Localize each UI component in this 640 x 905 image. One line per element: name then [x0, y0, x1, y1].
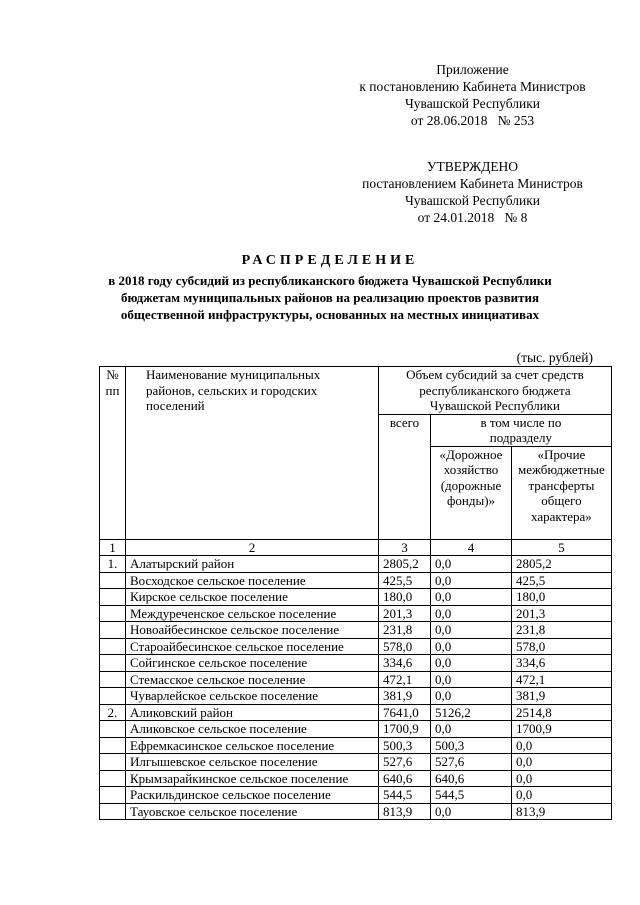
- column-numbers-row: [100, 539, 612, 556]
- table-row: [100, 737, 612, 754]
- row-other: 2514,8: [512, 704, 612, 721]
- row-other: 0,0: [512, 754, 612, 771]
- table-row: [100, 770, 612, 787]
- header-other: «Прочие межбюджетные трансферты общего характера»: [512, 446, 612, 539]
- row-name: Аликовский район: [126, 704, 379, 721]
- appendix-line: Чувашской Республики: [404, 96, 541, 111]
- row-name: Аликовское сельское поселение: [126, 721, 379, 738]
- table-row: [100, 655, 612, 672]
- units-label: (тыс. рублей): [516, 350, 593, 365]
- row-road: 0,0: [431, 556, 512, 573]
- header-total: всего: [379, 414, 431, 539]
- row-road: 0,0: [431, 572, 512, 589]
- table-row: [100, 803, 612, 820]
- row-name: Сойгинское сельское поселение: [126, 655, 379, 672]
- row-total: 180,0: [379, 589, 431, 606]
- row-total: 500,3: [379, 737, 431, 754]
- row-name: Алатырский район: [126, 556, 379, 573]
- row-other: 578,0: [512, 638, 612, 655]
- row-other: 231,8: [512, 622, 612, 639]
- subsidy-table: [99, 366, 612, 820]
- row-road: 500,3: [431, 737, 512, 754]
- row-road: 544,5: [431, 787, 512, 804]
- row-number: 1.: [100, 556, 126, 573]
- row-other: 1700,9: [512, 721, 612, 738]
- header-name: Наименование муниципальных районов, сельских и городских поселений: [126, 367, 379, 540]
- table-row: [100, 556, 612, 573]
- row-number: [100, 721, 126, 738]
- row-road: 0,0: [431, 688, 512, 705]
- row-other: 472,1: [512, 671, 612, 688]
- subtitle-line: бюджетам муниципальных районов на реализацию проектов развития: [120, 290, 540, 305]
- row-total: 381,9: [379, 688, 431, 705]
- document-title: РАСПРЕДЕЛЕНИЕ: [241, 253, 419, 268]
- row-name: Чуварлейское сельское поселение: [126, 688, 379, 705]
- row-total: 640,6: [379, 770, 431, 787]
- row-name: Ефремкасинское сельское поселение: [126, 737, 379, 754]
- header-including: в том числе по подразделу: [431, 414, 612, 446]
- table-row: [100, 721, 612, 738]
- approved-block: [340, 158, 605, 226]
- subtitle-line: в 2018 году субсидий из республиканского бюджета Чувашской Республики: [108, 273, 552, 288]
- row-total: 813,9: [379, 803, 431, 820]
- row-road: 0,0: [431, 622, 512, 639]
- row-road: 0,0: [431, 605, 512, 622]
- row-name: Тауовское сельское поселение: [126, 803, 379, 820]
- approved-date: от 24.01.2018 № 8: [417, 210, 528, 225]
- colnum: 5: [512, 539, 612, 556]
- row-road: 0,0: [431, 721, 512, 738]
- table-row: [100, 754, 612, 771]
- row-total: 231,8: [379, 622, 431, 639]
- row-other: 201,3: [512, 605, 612, 622]
- row-total: 472,1: [379, 671, 431, 688]
- row-number: [100, 671, 126, 688]
- table-row: [100, 638, 612, 655]
- row-name: Крымзарайкинское сельское поселение: [126, 770, 379, 787]
- row-total: 544,5: [379, 787, 431, 804]
- row-road: 0,0: [431, 803, 512, 820]
- row-name: Новоайбесинское сельское поселение: [126, 622, 379, 639]
- row-other: 0,0: [512, 737, 612, 754]
- row-other: 2805,2: [512, 556, 612, 573]
- row-number: [100, 737, 126, 754]
- row-total: 425,5: [379, 572, 431, 589]
- row-total: 201,3: [379, 605, 431, 622]
- colnum: 2: [126, 539, 379, 556]
- row-number: [100, 638, 126, 655]
- row-road: 640,6: [431, 770, 512, 787]
- colnum: 1: [100, 539, 126, 556]
- row-other: 334,6: [512, 655, 612, 672]
- header-num: № пп: [100, 367, 126, 540]
- row-other: 381,9: [512, 688, 612, 705]
- row-number: [100, 589, 126, 606]
- table-row: [100, 589, 612, 606]
- document-subtitle: [60, 272, 600, 323]
- table-row: [100, 704, 612, 721]
- row-total: 2805,2: [379, 556, 431, 573]
- approved-line: Чувашской Республики: [404, 193, 541, 208]
- table-row: [100, 622, 612, 639]
- row-road: 0,0: [431, 655, 512, 672]
- appendix-line: к постановлению Кабинета Министров: [359, 79, 586, 94]
- row-name: Восходское сельское поселение: [126, 572, 379, 589]
- header-road: «Дорожное хозяйство (дорожные фонды)»: [431, 446, 512, 539]
- row-name: Староайбесинское сельское поселение: [126, 638, 379, 655]
- row-number: [100, 622, 126, 639]
- row-road: 0,0: [431, 671, 512, 688]
- row-other: 0,0: [512, 787, 612, 804]
- row-road: 0,0: [431, 589, 512, 606]
- row-road: 5126,2: [431, 704, 512, 721]
- row-other: 425,5: [512, 572, 612, 589]
- row-road: 0,0: [431, 638, 512, 655]
- row-number: [100, 754, 126, 771]
- row-other: 180,0: [512, 589, 612, 606]
- row-number: [100, 787, 126, 804]
- row-total: 578,0: [379, 638, 431, 655]
- row-other: 813,9: [512, 803, 612, 820]
- row-number: [100, 655, 126, 672]
- row-total: 527,6: [379, 754, 431, 771]
- row-total: 334,6: [379, 655, 431, 672]
- row-total: 7641,0: [379, 704, 431, 721]
- row-number: [100, 605, 126, 622]
- appendix-line: Приложение: [436, 62, 509, 77]
- row-number: [100, 803, 126, 820]
- row-name: Междуреченское сельское поселение: [126, 605, 379, 622]
- row-number: [100, 688, 126, 705]
- row-other: 0,0: [512, 770, 612, 787]
- row-number: 2.: [100, 704, 126, 721]
- table-row: [100, 572, 612, 589]
- row-road: 527,6: [431, 754, 512, 771]
- appendix-date: от 28.06.2018 № 253: [410, 113, 535, 128]
- colnum: 3: [379, 539, 431, 556]
- approved-line: УТВЕРЖДЕНО: [426, 159, 519, 174]
- row-name: Раскильдинское сельское поселение: [126, 787, 379, 804]
- row-name: Стемасское сельское поселение: [126, 671, 379, 688]
- appendix-block: [340, 61, 605, 129]
- table-row: [100, 671, 612, 688]
- header-volume: Объем субсидий за счет средств республиканского бюджета Чувашской Республики: [379, 367, 612, 415]
- colnum: 4: [431, 539, 512, 556]
- row-number: [100, 770, 126, 787]
- row-total: 1700,9: [379, 721, 431, 738]
- row-name: Кирское сельское поселение: [126, 589, 379, 606]
- row-number: [100, 572, 126, 589]
- table-row: [100, 605, 612, 622]
- subtitle-line: общественной инфраструктуры, основанных на местных инициативах: [120, 307, 540, 322]
- table-row: [100, 787, 612, 804]
- row-name: Илгышевское сельское поселение: [126, 754, 379, 771]
- table-row: [100, 688, 612, 705]
- approved-line: постановлением Кабинета Министров: [362, 176, 583, 191]
